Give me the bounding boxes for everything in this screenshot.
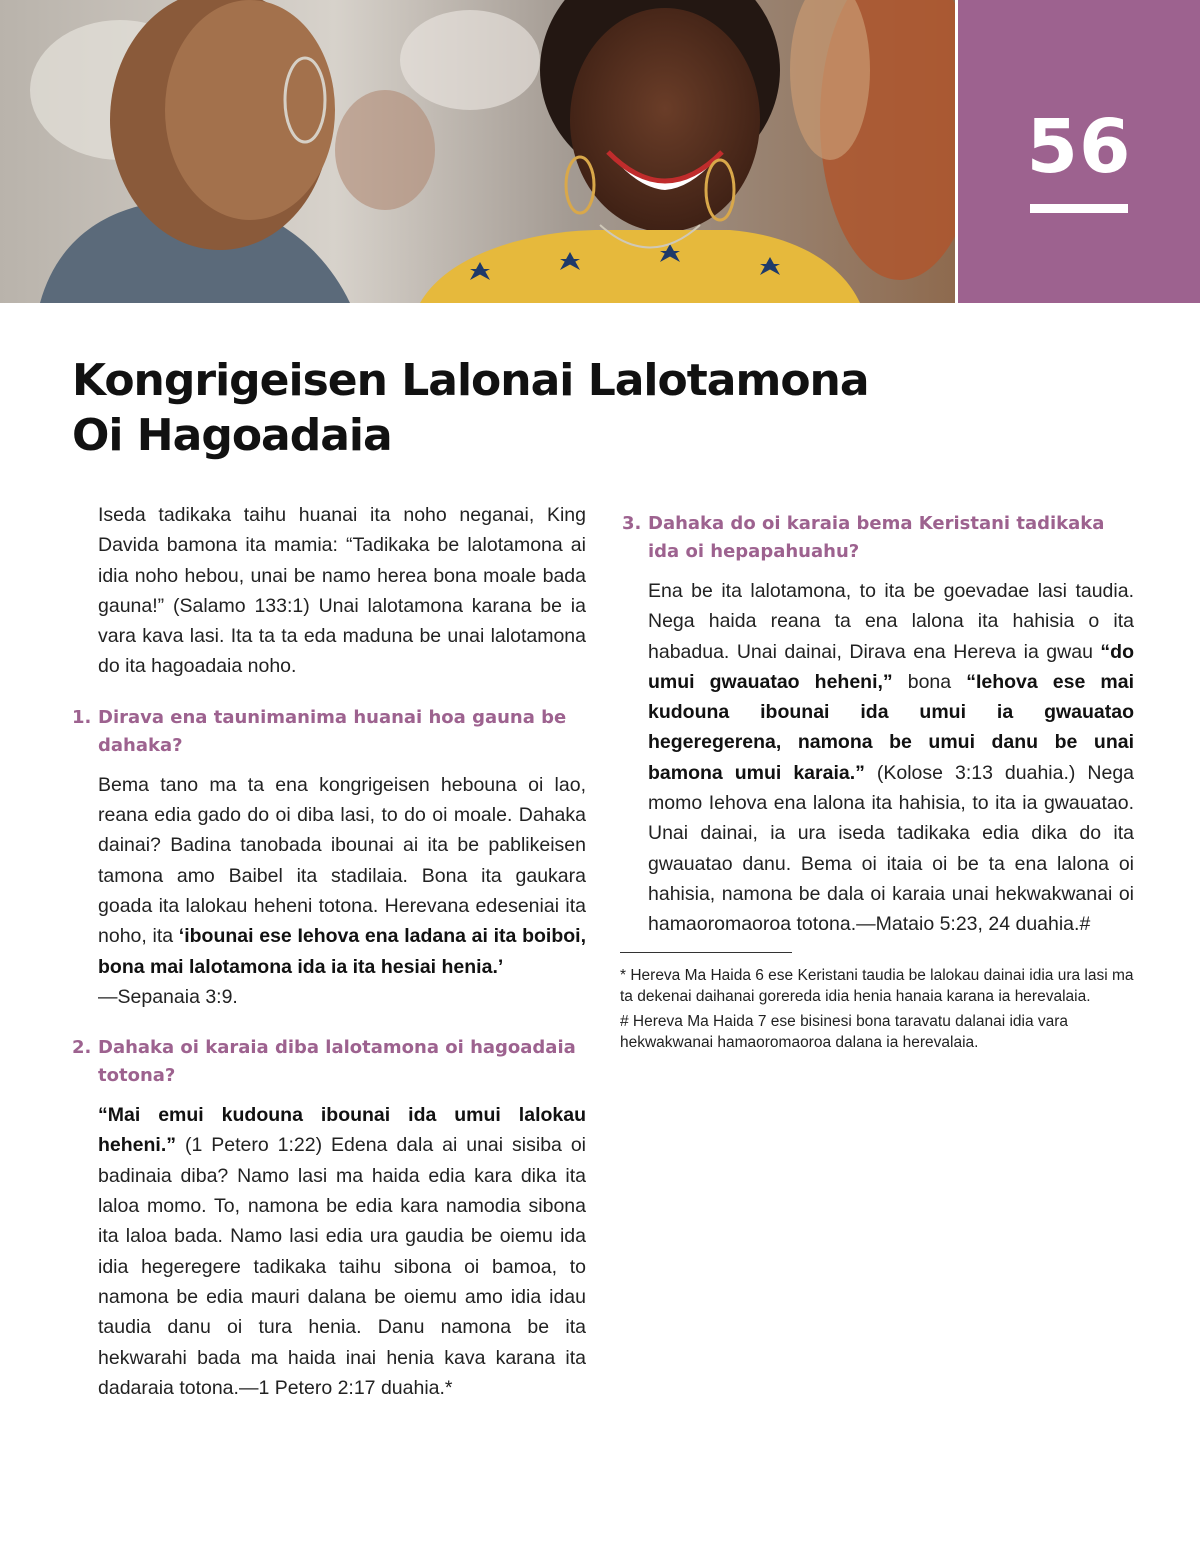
answer-paragraph-2 <box>98 1100 586 1403</box>
answer-text: (1 Petero 1:22) Edena dala ai unai sisiba oi badinaia diba? Namo lasi ma haida edia kara dika ita laloa momo. To, namona be edia kara namodia sibona ita laloa bada. Namo lasi edia ura gaudia be oiemu ida idia hegeregere tadikaka taihu sibona oi bamoa, to namona be edia mauri dalana be oiemu amo idia idau taudia danu oi tura henia. Danu namona be ita hekwarahi bada ma haida inai henia kava karana ita dadaraia totona.—1 Petero 2:17 duahia.* <box>98 1134 586 1399</box>
question-heading-1 <box>70 704 586 760</box>
lesson-number: 56 <box>1026 104 1132 190</box>
women-laughing-photo <box>0 0 955 303</box>
answer-text: Ena be ita lalotamona, to ita be goevadae lasi taudia. Nega haida reana ta ena lalona ita hahisia o ita habadua. Unai dainai, Dirava ena Hereva ia gwau <box>648 580 1134 663</box>
scripture-quote: “Mai emui kudouna ibounai ida umui lalokau heheni.” <box>98 1104 586 1157</box>
question-heading-3 <box>620 510 1134 566</box>
lesson-number-badge <box>958 0 1200 303</box>
scripture-reference: —Sepanaia 3:9. <box>98 985 238 1008</box>
answer-text: (Kolose 3:13 duahia.) Nega momo Iehova ena lalona ita hahisia, to ita ia gwauatao. Unai dainai, ia ura iseda tadikaka edia dika do ita gwauatao danu. Bema oi itaia oi be ta ena lalona oi hahisia, namona be dala oi karaia unai hekwakwanai oi hamaoromaoroa totona.—Mataio 5:23, 24 duahia.# <box>648 761 1135 936</box>
lesson-title <box>72 353 972 463</box>
footnote-2: # Hereva Ma Haida 7 ese bisinesi bona taravatu dalanai idia vara hekwakwanai hamaoromaoroa dalana ia herevalaia. <box>620 1012 1069 1051</box>
question-number: 1. <box>72 706 92 728</box>
scripture-quote: ‘ibounai ese Iehova ena ladana ai ita boiboi, bona mai lalotamona ida ia ita hesiai henia.’ <box>98 925 586 978</box>
left-column <box>70 500 586 1403</box>
answer-text: bona <box>892 670 967 693</box>
lesson-number-underline <box>1030 204 1128 213</box>
question-number: 2. <box>72 1037 92 1059</box>
right-column-content <box>620 500 1134 1057</box>
scripture-quote: “Iehova ese mai kudouna ibounai ida umui ia gwauatao hegeregerena, namona be umui danu be unai bamona umui karaia.” <box>648 670 1135 784</box>
header-photo <box>0 0 955 303</box>
question-number: 3. <box>622 513 642 534</box>
footnote-1: * Hereva Ma Haida 6 ese Keristani taudia be lalokau dainai idia ura lasi ma ta dekenai daihanai gorereda idia henia hanaia karana ia herevalaia. <box>620 966 1134 1005</box>
answer-paragraph-3 <box>648 576 1134 940</box>
scripture-quote: “do umui gwauatao heheni,” <box>648 640 1134 693</box>
footnote-divider <box>620 952 792 953</box>
question-text: Dahaka do oi karaia bema Keristani tadikaka ida oi hepapahuahu? <box>648 513 1105 562</box>
intro-paragraph: Iseda tadikaka taihu huanai ita noho neganai, King Davida bamona ita mamia: “Tadikaka be lalotamona ai idia noho hebou, unai be namo herea bona moale bada gauna!” (Salamo 133:1) Unai lalotamona karana be ia vara kava lasi. Ita ta ta eda maduna be unai lalotamona do ita hagoadaia noho. <box>98 504 586 678</box>
question-heading-2 <box>70 1034 586 1090</box>
lesson-title-line1: Kongrigeisen Lalonai Lalotamona <box>72 355 869 406</box>
question-text: Dirava ena taunimanima huanai hoa gauna be dahaka? <box>98 706 567 756</box>
question-text: Dahaka oi karaia diba lalotamona oi hagoadaia totona? <box>98 1037 576 1087</box>
lesson-title-line2: Oi Hagoadaia <box>72 410 392 461</box>
answer-text: Bema tano ma ta ena kongrigeisen hebouna oi lao, reana edia gado do oi diba lasi, to do oi moale. Dahaka dainai? Badina tanobada ibounai ai ita be pablikeisen tamona amo Baibel ita stadilaia. Bona ita gaukara goada ita lalokau heheni totona. Herevana edeseniai ita noho, ita <box>98 773 586 948</box>
answer-paragraph-1 <box>98 770 586 1012</box>
